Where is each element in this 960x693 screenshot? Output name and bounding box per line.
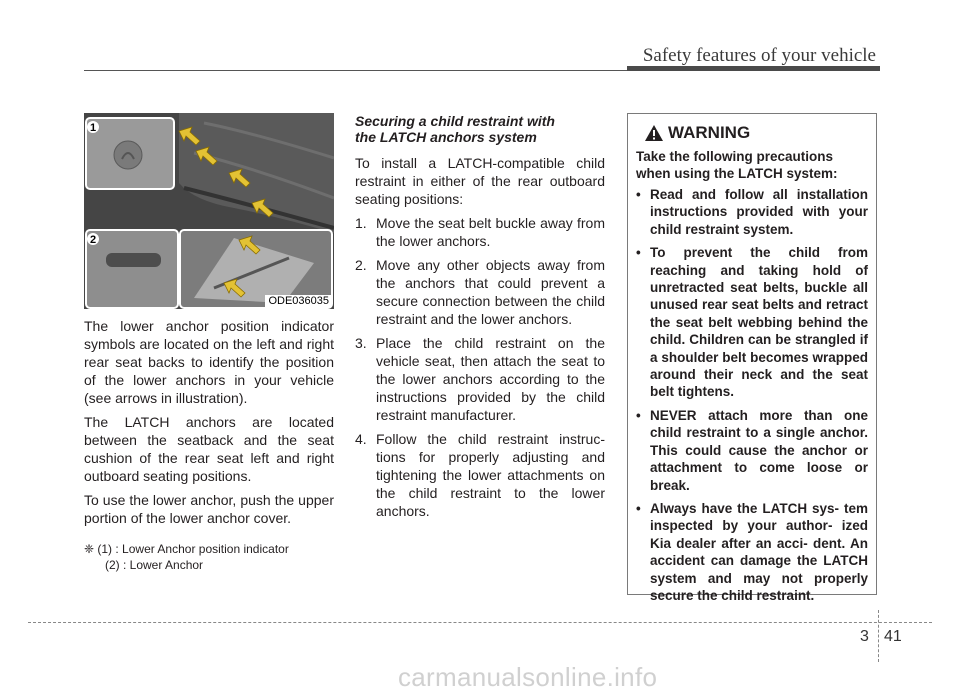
callout-1: 1 <box>89 122 97 134</box>
step-text: Follow the child restraint instruc- tions for properly adjusting and tightening the lower attachments on the child restraint to the lower anchors. <box>376 431 605 519</box>
body-paragraph: The LATCH anchors are located between the seatback and the seat cushion of the rear seat left and right outboard seating positions. <box>84 414 334 484</box>
warning-item: • To prevent the child from reaching and taking hold of unretracted seat belts, buckle all unused rear seat belts and retract the seat belt webbing behind the child. Children can be strangled if a shoulder belt becomes wrapped around their neck and the seat belt tightens. <box>636 245 868 400</box>
warning-triangle-icon <box>644 124 664 142</box>
footer-divider <box>878 610 879 662</box>
section-title <box>355 113 605 145</box>
warning-intro: Take the following precautions when using the LATCH system: <box>636 149 838 181</box>
note-line: ❈ (1) : Lower Anchor position indicator <box>84 542 289 556</box>
body-paragraph: To use the lower anchor, push the upper portion of the lower anchor cover. <box>84 492 334 526</box>
chapter-number: 3 <box>860 628 869 645</box>
step-text: Move any other objects away from the anchors that could prevent a secure connection between the child restraint and the lower anchors. <box>376 257 605 327</box>
section-title-line: the LATCH anchors system <box>355 129 537 145</box>
rear-seat-illustration <box>84 113 334 309</box>
section-header-title: Safety features of your vehicle <box>642 45 876 66</box>
header-bar <box>627 66 880 71</box>
step-number: 1. <box>355 215 367 231</box>
step-item <box>355 214 605 250</box>
step-number: 2. <box>355 257 367 273</box>
step-item <box>355 430 605 520</box>
body-paragraph: The lower anchor position indicator symbols are located on the left and right rear seat backs to identify the position of the lower anchors in your vehicle (see arrows in illustration). <box>84 318 334 406</box>
figure-note <box>84 541 334 573</box>
intro-paragraph: To install a LATCH-compatible child restraint in either of the rear outboard seating positions: <box>355 155 605 207</box>
step-item <box>355 256 605 328</box>
step-text: Move the seat belt buckle away from the lower anchors. <box>376 215 605 249</box>
warning-heading <box>644 123 750 143</box>
latch-illustration <box>84 113 334 309</box>
warning-item: • Always have the LATCH sys- tem inspected by your author- ized Kia dealer after an acci- dent. An accident can damage the LATCH system and may not properly secure the child restraint. <box>636 500 868 603</box>
warning-item-text: Always have the LATCH sys- tem inspected by your author- ized Kia dealer after an acci- dent. An accident can damage the LATCH system and may not properly secure the child restraint. <box>650 500 868 603</box>
warning-item-text: NEVER attach more than one child restraint to a single anchor. This could cause the anchor or attachment to come loose or break. <box>650 407 868 493</box>
warning-heading-text: WARNING <box>668 123 751 142</box>
step-number: 3. <box>355 335 367 351</box>
page-number: 41 <box>884 628 902 645</box>
callout-2: 2 <box>89 234 97 246</box>
warning-box <box>627 113 877 603</box>
warning-list <box>636 186 868 610</box>
warning-item: • NEVER attach more than one child restraint to a single anchor. This could cause the anchor or attachment to come loose or break. <box>636 407 868 493</box>
watermark: carmanualsonline.info <box>398 662 658 692</box>
warning-item: • Read and follow all installation instructions provided with your child restraint system. <box>636 187 868 237</box>
steps-list <box>355 214 605 520</box>
step-text: Place the child restraint on the vehicle seat, then attach the seat to the lower anchors according to the instructions provided by the child restraint manufacturer. <box>376 335 605 423</box>
section-title-line: Securing a child restraint with <box>355 113 555 129</box>
step-item <box>355 334 605 424</box>
footer-rule <box>28 622 932 623</box>
note-line: (2) : Lower Anchor <box>105 558 204 572</box>
warning-item-text: Read and follow all installation instructions provided with your child restraint system. <box>650 187 868 237</box>
figure-code: ODE036035 <box>265 295 332 307</box>
step-number: 4. <box>355 431 367 447</box>
warning-item-text: To prevent the child from reaching and taking hold of unretracted seat belts, buckle all unused rear seat belts and retract the seat belt webbing behind the child. Children can be strangled if a shoulder belt becomes wrapped around their neck and the seat belt tightens. <box>650 245 868 400</box>
left-column <box>84 113 334 573</box>
middle-column <box>355 113 605 526</box>
